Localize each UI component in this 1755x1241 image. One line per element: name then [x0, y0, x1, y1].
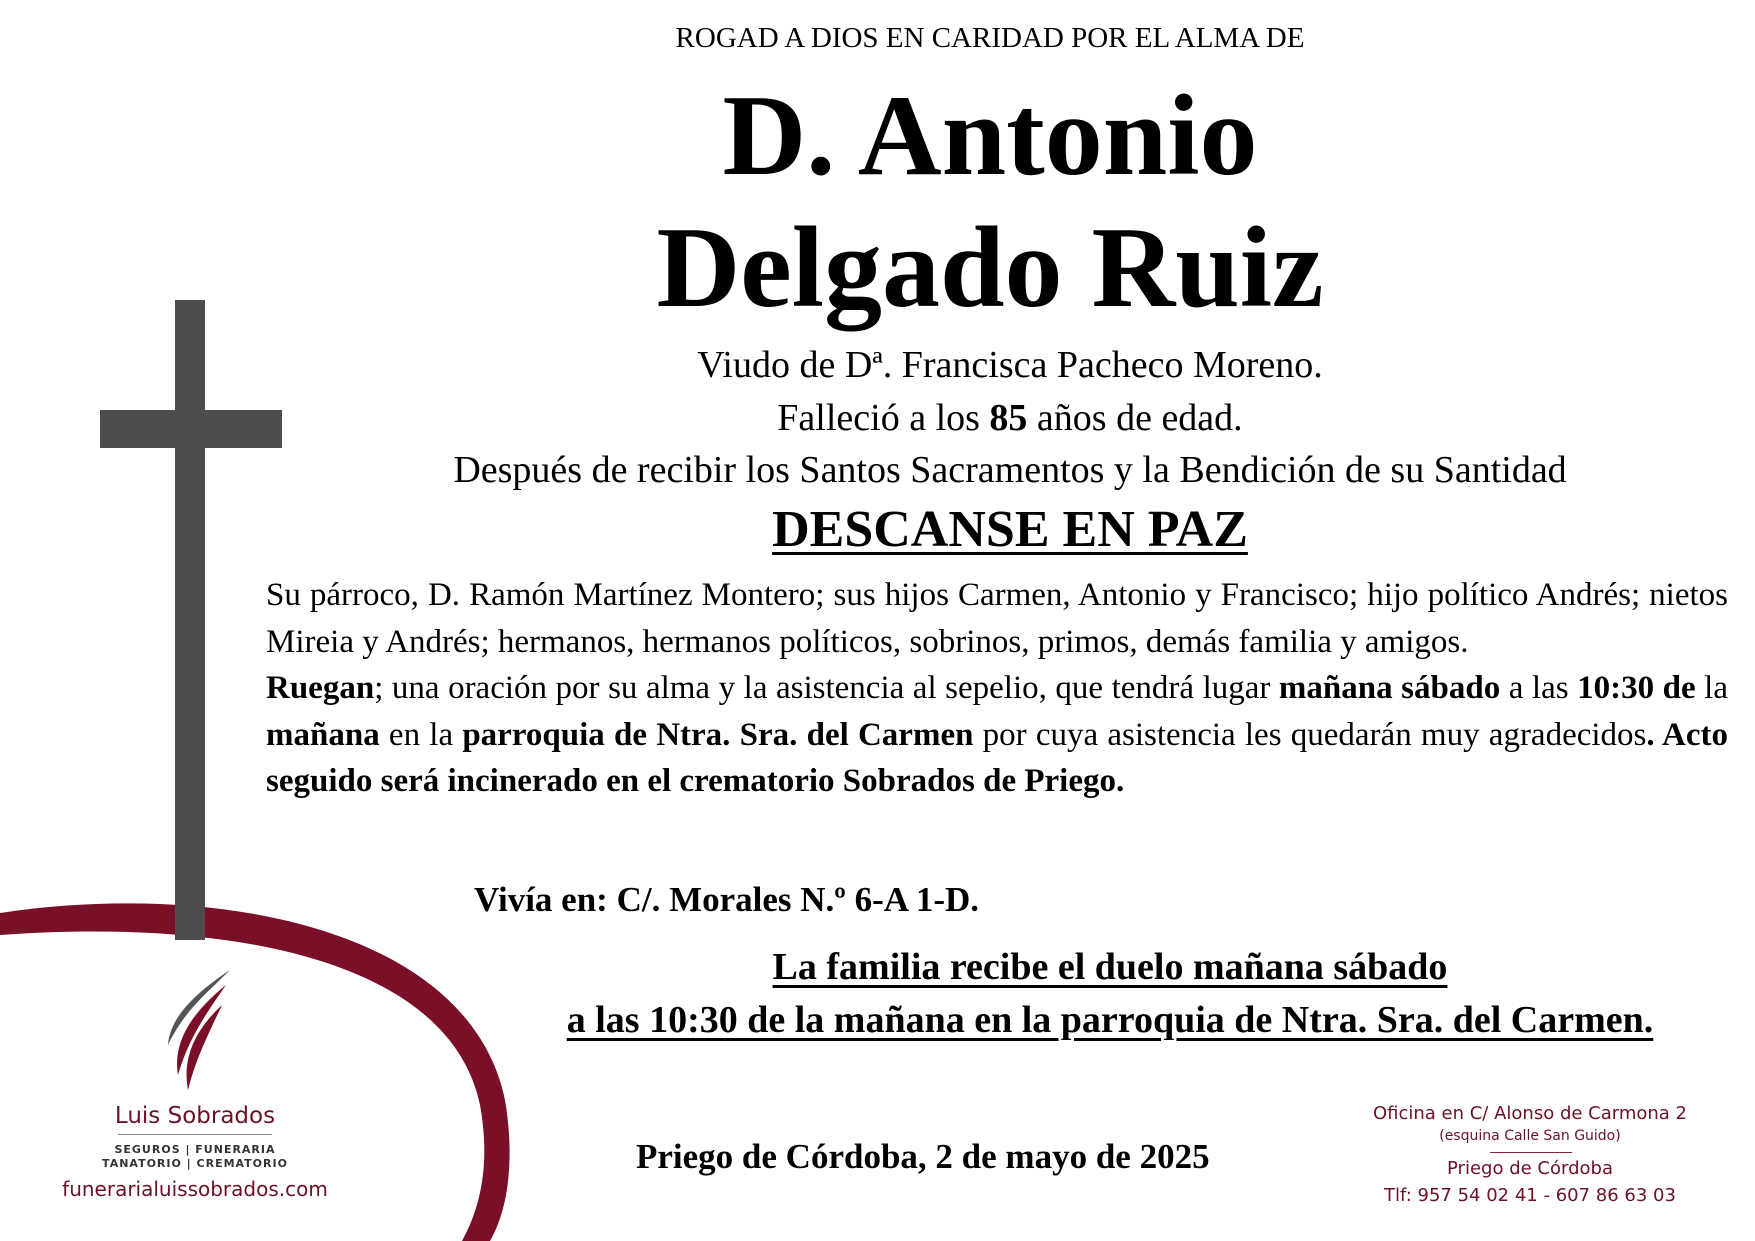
- duelo-line-1: [500, 945, 1720, 989]
- age-line: [380, 396, 1640, 440]
- funeral-text-9: parroquia de Ntra. Sra. del Carmen: [462, 716, 974, 753]
- funeral-paragraph: [266, 665, 1728, 805]
- funeral-text-7: mañana: [266, 716, 380, 753]
- funeral-text-3: mañana sábado: [1278, 670, 1501, 706]
- sacraments-line: Después de recibir los Santos Sacramentos y la Bendición de su Santidad: [453, 449, 1567, 491]
- logo-website: funerarialuissobrados.com: [62, 1177, 328, 1201]
- office-town: Priego de Córdoba: [1447, 1158, 1613, 1179]
- age-prefix: Falleció a los: [777, 397, 990, 439]
- rip-text: DESCANSE EN PAZ: [772, 501, 1248, 558]
- office-divider: [1490, 1152, 1572, 1153]
- funeral-text-5: 10:30 de: [1577, 670, 1696, 706]
- duelo-line-2: [480, 998, 1740, 1042]
- age-value: 85: [989, 397, 1028, 439]
- funeral-text-4: a las: [1500, 670, 1578, 706]
- widower-line: Viudo de Dª. Francisca Pacheco Moreno.: [697, 344, 1323, 386]
- pray-header: ROGAD A DIOS EN CARIDAD POR EL ALMA DE: [675, 22, 1305, 54]
- cross-icon: [100, 300, 282, 940]
- rip-heading: [430, 500, 1590, 559]
- funeral-text-2: ; una oración por su alma y la asistencia al sepelio, que tendrá lugar: [374, 670, 1279, 706]
- age-suffix: años de edad.: [1027, 397, 1243, 439]
- deceased-name-line-1: D. Antonio: [722, 72, 1258, 200]
- date-line: Priego de Córdoba, 2 de mayo de 2025: [636, 1137, 1210, 1176]
- logo-divider: [118, 1134, 272, 1135]
- mourners-paragraph: Su párroco, D. Ramón Martínez Montero; sus hijos Carmen, Antonio y Francisco; hijo político Andrés; nietos Mireia y Andrés; hermanos, hermanos políticos, sobrinos, primos, demás familia y amigos.: [266, 577, 1728, 660]
- funeral-text-1: Ruegan: [266, 670, 375, 706]
- logo-name: Luis Sobrados: [114, 1103, 276, 1129]
- body-text: [266, 572, 1728, 805]
- office-address: Oficina en C/ Alonso de Carmona 2: [1372, 1103, 1688, 1124]
- address-line: Vivía en: C/. Morales N.º 6-A 1-D.: [474, 880, 980, 919]
- funeral-text-6: la: [1695, 670, 1728, 706]
- deceased-name-line-2: Delgado Ruiz: [656, 204, 1324, 332]
- funeral-text-11: . Acto seguido será incinerado en el crematorio Sobrados de Priego.: [266, 716, 1729, 799]
- flame-logo-icon: [168, 970, 230, 1090]
- funeral-text-8: en la: [379, 716, 463, 753]
- funeral-text-10: por cuya asistencia les quedarán muy agradecidos: [973, 716, 1647, 753]
- office-corner: (esquina Calle San Guido): [1439, 1128, 1621, 1144]
- logo-services-1: SEGUROS | FUNERARIA: [114, 1143, 276, 1156]
- duelo-text-2: a las 10:30 de la mañana en la parroquia de Ntra. Sra. del Carmen.: [566, 999, 1654, 1041]
- duelo-text-1: La familia recibe el duelo mañana sábado: [772, 946, 1448, 988]
- office-phones: Tlf: 957 54 02 41 - 607 86 63 03: [1384, 1185, 1676, 1206]
- logo-services-2: TANATORIO | CREMATORIO: [102, 1157, 288, 1170]
